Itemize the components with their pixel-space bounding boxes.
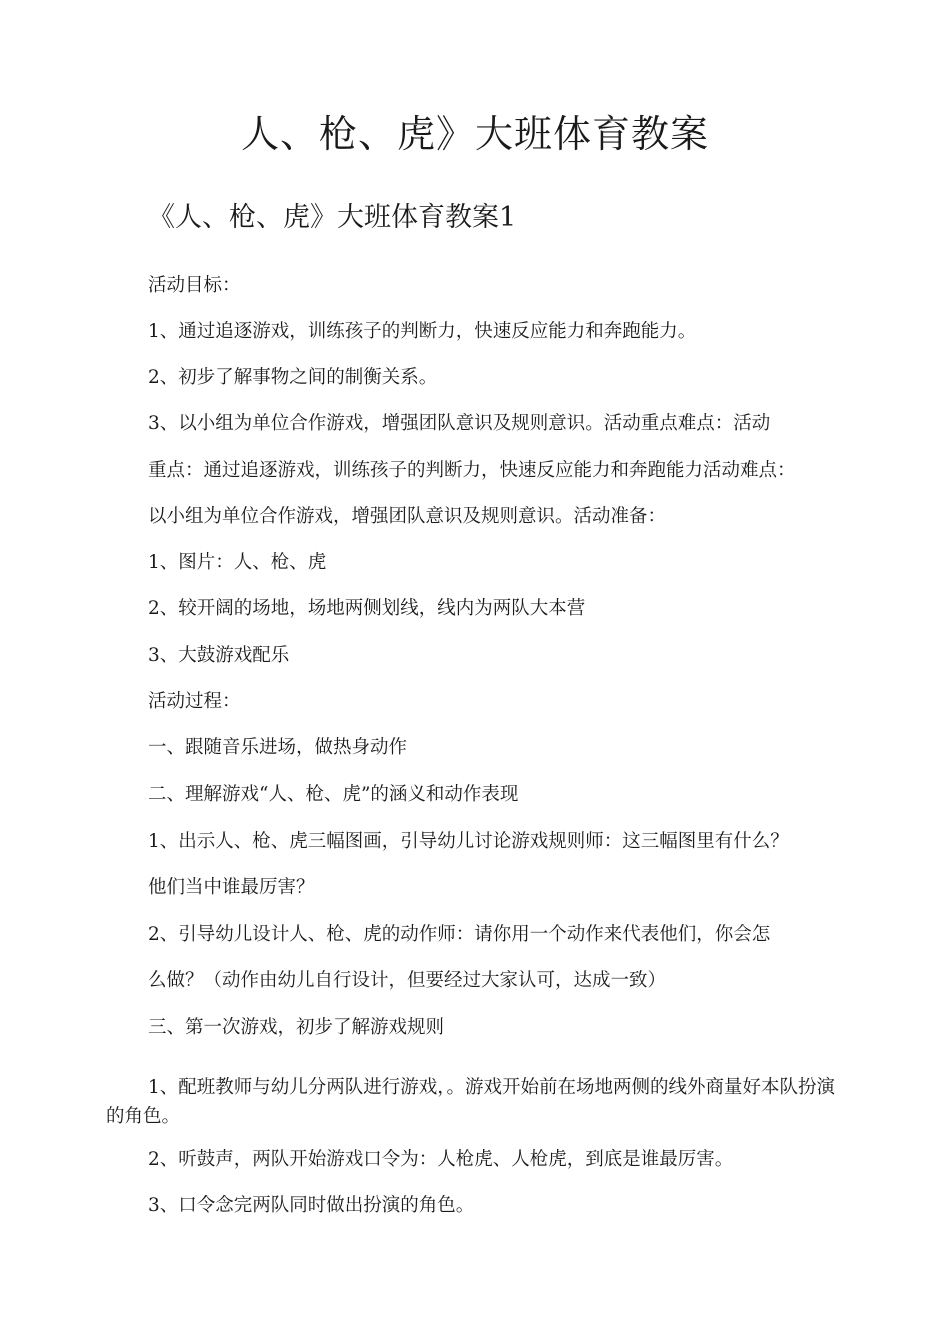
section-heading: 《人、枪、虎》大班体育教案1 [148, 202, 517, 233]
text-line: 3、口令念完两队同时做出扮演的角色。 [148, 1195, 475, 1216]
document-title: 人、枪、虎》大班体育教案 [240, 112, 709, 156]
text-line: 一、跟随音乐进场，做热身动作 [148, 737, 408, 758]
text-line: 三、第一次游戏，初步了解游戏规则 [148, 1017, 445, 1038]
text-line: 2、较开阔的场地，场地两侧划线，线内为两队大本营 [148, 598, 586, 619]
text-line: 1、图片：人、枪、虎 [148, 552, 327, 573]
text-line: 2、听鼓声，两队开始游戏口令为：人枪虎、人枪虎，到底是谁最厉害。 [148, 1149, 734, 1170]
text-line: 3、以小组为单位合作游戏，增强团队意识及规则意识。活动重点难点：活动 [148, 413, 771, 434]
text-line: 2、初步了解事物之间的制衡关系。 [148, 367, 438, 388]
text-line: 以小组为单位合作游戏，增强团队意识及规则意识。活动准备： [148, 506, 667, 527]
text-line: 3、大鼓游戏配乐 [148, 645, 290, 666]
text-line: 重点：通过追逐游戏，训练孩子的判断力，快速反应能力和奔跑能力活动难点： [148, 460, 796, 481]
text-line: 1、通过追逐游戏，训练孩子的判断力，快速反应能力和奔跑能力。 [148, 321, 697, 342]
text-paragraph: 1、配班教师与幼儿分两队进行游戏，。游戏开始前在场地两侧的线外商量好本队扮演的角色。 [106, 1077, 836, 1127]
text-line: 活动目标： [148, 275, 241, 296]
text-line: 活动过程： [148, 691, 241, 712]
text-line: 二、理解游戏“人、枪、虎”的涵义和动作表现 [148, 784, 519, 805]
text-line: 么做？（动作由幼儿自行设计，但要经过大家认可，达成一致） [148, 970, 667, 991]
text-line: 他们当中谁最厉害？ [148, 877, 315, 898]
text-line: 1、出示人、枪、虎三幅图画，引导幼儿讨论游戏规则师：这三幅图里有什么？ [148, 831, 789, 852]
text-line: 2、引导幼儿设计人、枪、虎的动作师：请你用一个动作来代表他们，你会怎 [148, 924, 771, 945]
